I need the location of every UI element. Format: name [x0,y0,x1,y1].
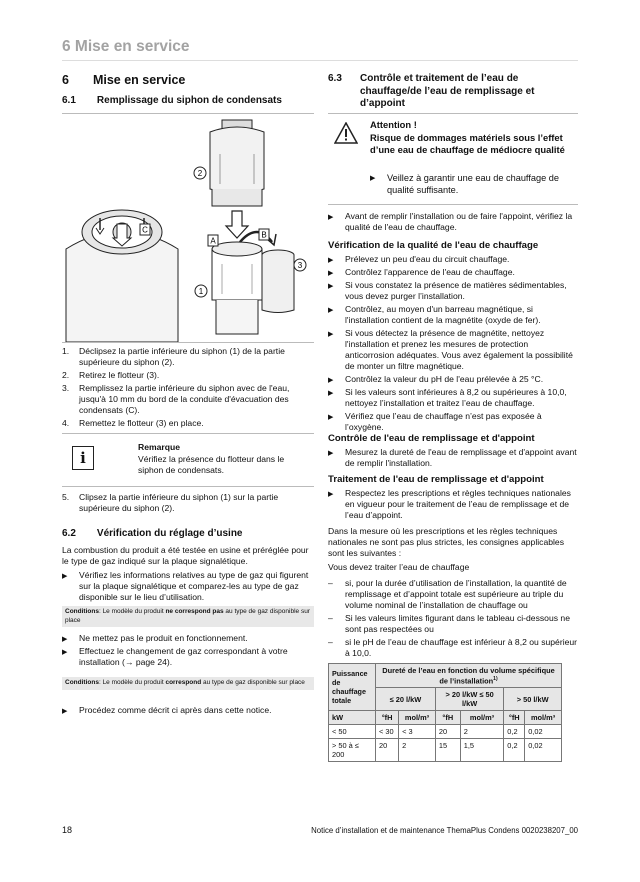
bullet-icon: ▶ [328,414,334,421]
list-item: – si le pH de l’eau de chauffage est inférieur à 8,2 ou supérieur à 10,0. [328,637,578,658]
step-4: 4. Remettez le flotteur (3) en place. [62,418,204,428]
list-item: ▶ Contrôlez la valeur du pH de l'eau prélevée à 25 °C. [328,374,544,384]
table-unit: kW [329,711,376,725]
check-before-filling: ▶ Avant de remplir l'installation ou de faire l'appoint, vérifiez la qualité de l'eau de chauffage. [328,211,573,232]
list-item: ▶ Si vous constatez la présence de matières sédimentables, vous devez purger l’installation. [328,280,567,301]
figure-label-a: A [210,236,216,246]
warning-triangle-icon [334,122,358,144]
warning-text: Risque de dommages matériels sous l’effet d’une eau de chauffage de médiocre qualité [370,132,565,155]
warning-title: Attention ! [370,119,417,130]
bullet-icon: ▶ [370,175,376,182]
treatment-item: ▶ Respectez les prescriptions et règles techniques nationales en vigueur pour le traitement de l’eau de remplissage et de l’eau d’appoint. [328,488,571,520]
list-item: – Si les valeurs limites figurant dans le tableau ci-dessous ne sont pas respectées ou [328,613,570,634]
condition-matching: Conditions: Le modèle du produit correspond au type de gaz disponible sur place [62,677,314,690]
table-header-power: Puissance de chauffage totale [329,664,376,711]
table-group-2: > 20 l/kW ≤ 50 l/kW [435,688,503,711]
siphon-illustration [62,114,314,342]
table-unit: mol/m³ [525,711,562,725]
table-group-1: ≤ 20 l/kW [376,688,436,711]
bullet-icon: ▶ [62,636,68,643]
note-text: Vérifiez la présence du flotteur dans le siphon de condensats. [138,454,285,475]
table-row: < 50 < 30 < 3 20 2 0,2 0,02 [329,725,562,739]
info-icon: i [72,446,94,470]
note-box [62,433,314,487]
step-2: 2. Retirez le flotteur (3). [62,370,160,380]
condition-not-matching: Conditions: Le modèle du produit ne correspond pas au type de gaz disponible sur place [62,606,314,627]
bullet-icon: ▶ [328,450,334,457]
list-item: – si, pour la durée d’utilisation de l’installation, la quantité de remplissage et d’appoint totale est supérieure au triple du volume nominal de l’installation de chauffage ou [328,578,567,610]
table-group-3: > 50 l/kW [504,688,562,711]
page-number: 18 [62,825,73,835]
treat-water-text: Vous devez traiter l’eau de chauffage [328,562,470,572]
figure-label-2: 2 [197,169,203,178]
table-unit: mol/m³ [399,711,436,725]
bullet-icon: ▶ [62,573,68,580]
bullet-icon: ▶ [328,214,334,221]
list-item: ▶ Prélevez un peu d'eau du circuit chauffage. [328,254,510,264]
figure-label-c: C [142,225,148,235]
bullet-icon: ▶ [328,491,334,498]
bullet-icon: ▶ [328,257,334,264]
bullet-icon: ▶ [328,390,334,397]
section-6-2-bullets-2: ▶ Ne mettez pas le produit en fonctionnement. ▶ Effectuez le changement de gaz correspondant à votre installation (→ page 24). [62,633,288,667]
section-6-1-heading: 6.1 Remplissage du siphon de condensats [62,95,282,106]
list-item: ▶ Si vous détectez la présence de magnétite, nettoyez l'installation et prenez les mesures de protection anticorrosion adéquates. Vous avez également la possibilité de monter un filtre magnétique. [328,328,573,371]
verification-heading: Vérification de la qualité de l'eau de chauffage [328,240,539,251]
control-heading: Contrôle de l'eau de remplissage et d'appoint [328,433,535,444]
bullet-icon: ▶ [62,649,68,656]
table-unit: °fH [376,711,399,725]
bullet-icon: ▶ [328,377,334,384]
table-unit: °fH [504,711,525,725]
footer-doc-title: Notice d’installation et de maintenance ThemaPlus Condens 0020238207_00 [311,826,578,835]
note-title: Remarque [138,442,181,452]
bullet-icon: ▶ [328,307,334,314]
section-6-heading: 6 Mise en service [62,73,186,87]
chapter-header: 6 Mise en service [62,38,190,55]
water-hardness-table [328,663,562,762]
control-item: ▶ Mesurez la dureté de l'eau de remplissage et d'appoint avant de remplir l'installation. [328,447,577,468]
section-6-2-bullet-4: ▶ Procédez comme décrit ci après dans cette notice. [62,705,272,715]
section-6-2-heading: 6.2 Vérification du réglage d’usine [62,528,243,539]
warning-action: ▶ Veillez à garantir une eau de chauffage de qualité suffisante. [370,173,559,195]
verification-list [328,254,578,435]
siphon-figure [62,113,314,343]
step-1: 1. Déclipsez la partie inférieure du siphon (1) de la partie supérieure du siphon (2). [62,346,285,367]
figure-label-3: 3 [297,261,303,270]
bullet-icon: ▶ [62,708,68,715]
section-6-3-heading: 6.3 Contrôle et traitement de l’eau de chauffage/de l’eau de remplissage et d’appoint [328,73,535,109]
step-5: 5. Clipsez la partie inférieure du siphon (1) sur la partie supérieure du siphon (2). [62,492,279,513]
bullet-icon: ▶ [328,331,334,338]
conditions-dash-list [328,578,578,661]
list-item: ▶ Si les valeurs sont inférieures à 8,2 ou supérieures à 10,0, nettoyez l’installation et traitez l’eau de chauffage. [328,387,567,408]
step-3: 3. Remplissez la partie inférieure du siphon avec de l'eau, jusqu'à 10 mm du bord de la conduite d'évacuation des condensats (C). [62,383,290,415]
list-item: ▶ Contrôlez l'apparence de l'eau de chauffage. [328,267,515,277]
national-rules-text: Dans la mesure où les prescriptions et les règles techniques nationales ne sont pas plus strictes, les consignes applicables sont les suivantes : [328,526,564,558]
bullet-icon: ▶ [328,283,334,290]
warning-box [328,113,578,205]
table-unit: °fH [435,711,460,725]
list-item: ▶ Contrôlez, au moyen d'un barreau magnétique, si l'installation contient de la magnétite (oxyde de fer). [328,304,541,325]
steps-list [62,346,314,431]
list-item: ▶ Vérifiez que l’eau de chauffage n’est pas exposée à l’oxygène. [328,411,542,432]
table-row: > 50 à ≤ 200 20 2 15 1,5 0,2 0,02 [329,739,562,762]
section-6-2-bullet-1: ▶ Vérifiez les informations relatives au type de gaz qui figurent sur la plaque signalétique et comparez-les au type de gaz disponible sur le lieu d’utilisation. [62,570,309,602]
section-6-2-intro: La combustion du produit a été testée en usine et préréglée pour le type de gaz indiqué sur la plaque signalétique. [62,545,309,566]
treatment-heading: Traitement de l'eau de remplissage et d'appoint [328,474,544,485]
figure-label-b: B [261,230,267,240]
header-divider [62,60,578,61]
figure-label-1: 1 [198,287,204,296]
table-header-hardness: Dureté de l’eau en fonction du volume spécifique de l’installation$^{1)}$ [376,664,562,688]
table-unit: mol/m³ [460,711,504,725]
bullet-icon: ▶ [328,270,334,277]
